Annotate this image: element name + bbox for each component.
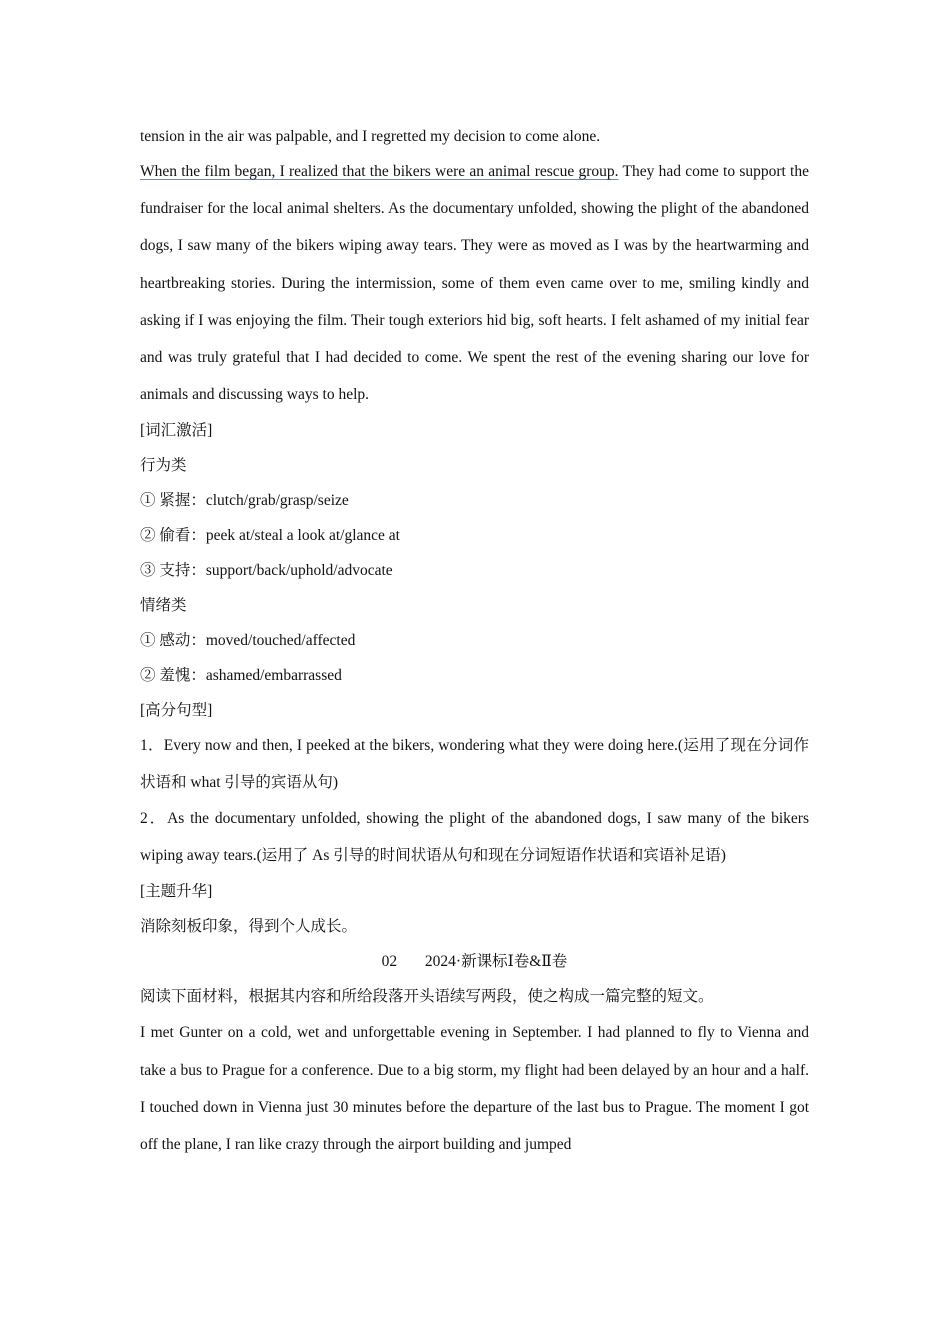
underlined-sentence: When the film began, I realized that the bikers were an animal rescue group. bbox=[140, 163, 619, 180]
behavior-category-title: 行为类 bbox=[140, 457, 187, 475]
section-source: 2024·新课标Ⅰ卷&Ⅱ卷 bbox=[424, 953, 568, 971]
instruction-text: 阅读下面材料，根据其内容和所给段落开头语续写两段，使之构成一篇完整的短文。 bbox=[140, 988, 714, 1006]
emotion-category-title: 情绪类 bbox=[140, 597, 187, 615]
page-content bbox=[140, 124, 809, 1163]
sentences-heading: [高分句型] bbox=[140, 702, 213, 720]
sentence-item-2: 2．As the documentary unfolded, showing the plight of the abandoned dogs, I saw many of the bikers wiping away tears.(运用了 As 引导的时间状语从句和现在分词短语作状语和宾语补足语) bbox=[140, 810, 809, 864]
vocab-item: ① 紧握：clutch/grab/grasp/seize bbox=[140, 492, 349, 510]
section-number: 02 bbox=[381, 953, 398, 971]
theme-heading: [主题升华] bbox=[140, 883, 213, 901]
sentence-item-1: 1．Every now and then, I peeked at the bikers, wondering what they were doing here.(运用了现在分词作状语和 what 引导的宾语从句) bbox=[140, 737, 809, 791]
story-paragraph bbox=[140, 153, 809, 413]
section-title bbox=[140, 944, 809, 979]
vocab-item: ① 感动：moved/touched/affected bbox=[140, 632, 356, 650]
passage-paragraph: I met Gunter on a cold, wet and unforgettable evening in September. I had planned to fly to Vienna and take a bus to Prague for a conference. Due to a big storm, my flight had been delayed by an hour and a half. I touched down in Vienna just 30 minutes before the departure of the last bus to Prague. The moment I got off the plane, I ran like crazy through the airport building and jumped bbox=[140, 1024, 809, 1154]
vocab-item: ② 偷看：peek at/steal a look at/glance at bbox=[140, 527, 400, 545]
top-fragment: tension in the air was palpable, and I regretted my decision to come alone. bbox=[140, 128, 601, 145]
theme-text: 消除刻板印象，得到个人成长。 bbox=[140, 918, 358, 936]
vocab-heading: [词汇激活] bbox=[140, 422, 213, 440]
vocab-item: ② 羞愧：ashamed/embarrassed bbox=[140, 667, 342, 685]
vocab-item: ③ 支持：support/back/uphold/advocate bbox=[140, 562, 393, 580]
paragraph-rest: They had come to support the fundraiser for the local animal shelters. As the documentary unfolded, showing the plight of the abandoned dogs, I saw many of the bikers wiping away tears. They were as moved as I was by the heartwarming and heartbreaking stories. During the intermission, some of them even came over to me, smiling kindly and asking if I was enjoying the film. Their tough exteriors hid big, soft hearts. I felt ashamed of my initial fear and was truly grateful that I had decided to come. We spent the rest of the evening sharing our love for animals and discussing ways to help. bbox=[140, 163, 809, 404]
